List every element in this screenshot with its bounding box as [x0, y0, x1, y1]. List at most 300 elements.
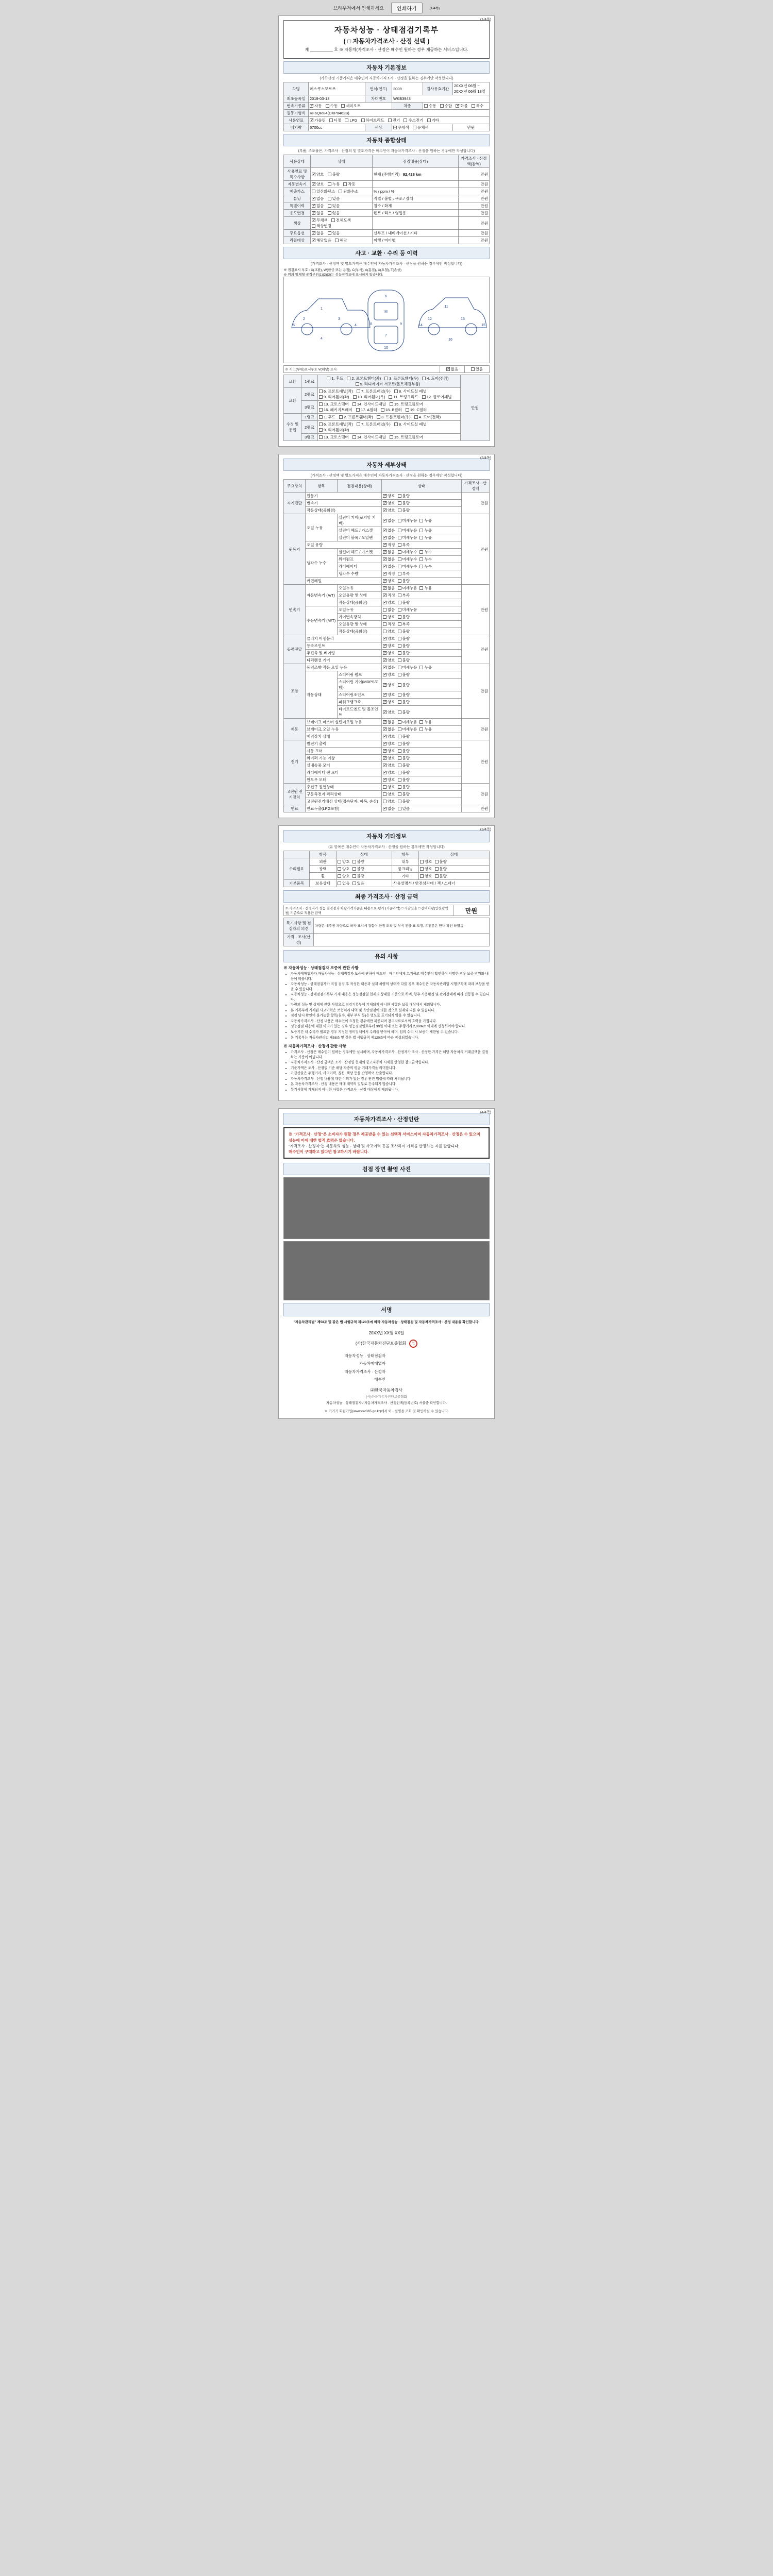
- detail-g2-amount: 만원: [462, 585, 490, 635]
- detail-g7-r1-item: 구동축전지 격리상태: [306, 791, 382, 798]
- detail-g6-r3-state[interactable]: ✓ 양호 불량: [382, 762, 462, 769]
- caution-group1-list: [291, 972, 490, 1040]
- detail-g1-r1-state[interactable]: ✓ 없음 미세누유 누유: [382, 527, 462, 534]
- page-3: [278, 825, 495, 1101]
- caution-g2-0: • 가격조사 · 산정은 매수인이 원하는 경우에만 실시하며, 자동차가격조사 · 산정자가 조사 · 산정한 가격은 해당 자동차의 거래금액을 결정하는 기준이 아닙니다.: [291, 1050, 490, 1060]
- detail-g2-r0-sub: 오일누유: [338, 585, 382, 592]
- etc-r2-item2: 기타: [392, 873, 419, 880]
- label-color: 색상: [365, 124, 392, 131]
- weld-rank3-items[interactable]: 13. 크로스멤버 14. 인사이드패널 15. 트렁크플로어: [318, 434, 461, 441]
- vehicle-diagram: [283, 277, 490, 363]
- detail-g2-r0-item: 자동변속기 (A/T): [306, 585, 338, 606]
- overall-row-2-state[interactable]: 일산화탄소 탄화수소: [311, 188, 373, 195]
- etc-r0-item1: 외판: [310, 858, 337, 866]
- overall-row-8-amount: 만원: [459, 237, 490, 244]
- sign-row-2-value[interactable]: [386, 1368, 490, 1376]
- detail-th-2: 점검내용(상태): [338, 480, 382, 493]
- overall-row-7-name: 주요옵션: [284, 230, 311, 237]
- label-year: 연식(연도): [365, 82, 392, 95]
- detail-state-table: [283, 479, 490, 812]
- accident-rank3: 3랭크: [301, 401, 318, 414]
- detail-g1-r6-state[interactable]: ✓ 없음 미세누수 누수: [382, 563, 462, 570]
- fuel-opt-etc[interactable]: 기타: [427, 117, 440, 123]
- detail-g6-r4-state[interactable]: ✓ 양호 불량: [382, 769, 462, 776]
- label-displacement: 배기량: [284, 124, 309, 131]
- detail-g0-r2-state[interactable]: ✓ 양호 불량: [382, 507, 462, 514]
- detail-g2-r6-state[interactable]: 양호 불량: [382, 628, 462, 635]
- value-car-name: 메스쿠스모르쓰: [309, 82, 365, 95]
- detail-g5-r0-item: 브레이크 마스터 실린더오일 누유: [306, 719, 382, 726]
- detail-g2-r3-state[interactable]: 없음 미세누유: [382, 606, 462, 614]
- detail-group-6: 전기: [284, 740, 306, 784]
- overall-row-2-amount: 만원: [459, 188, 490, 195]
- accident-rank2-items[interactable]: 6. 프론트패널(좌) 7. 프론트패널(우) 8. 사이드실 패널 9. 리어휀더(좌) 10. 리어휀더(우) 11. 트렁크리드 12. 플로어패널: [318, 388, 461, 401]
- caution-g1-2: • 자동차성능 · 상태점검기록부 기재 내용은 성능점검일 현재의 상태를 기준으로 하며, 향후 사용환경 및 관리상태에 따라 변동될 수 있습니다.: [291, 992, 490, 1002]
- etc-r1-item2: 룸크리닝: [392, 866, 419, 873]
- etc-r2-opts1[interactable]: 양호 불량: [337, 873, 392, 880]
- page-indicator: (1/4쪽): [429, 6, 440, 10]
- color-opt-achromatic[interactable]: ✓ 무채색: [393, 125, 409, 130]
- caution-g2-3: • 가감산율은 주행거리, 사고이력, 옵션, 색상 등을 반영하여 산출합니다.: [291, 1071, 490, 1076]
- detail-g4-r5-sub: 타이로드엔드 및 볼조인트: [338, 706, 382, 719]
- svg-text:M: M: [384, 310, 388, 314]
- section-etc-note: (유 항목은 매수인이 자동차가격조사 · 산정을 원하는 경우에만 작성합니다): [328, 845, 445, 849]
- footer-note: ※ 가기기 회원가입(www.car365.go.kr)에서 이 · 설명을 조회 및 확인하실 수 있습니다.: [324, 1410, 449, 1414]
- section-photo-band: 검점 장면 촬영 사진: [283, 1163, 490, 1175]
- section-basic-note: (가족산정 기준가격은 매수인이 자동차가격조사 · 산정을 원하는 경우에만 작성합니다): [320, 77, 453, 80]
- overall-row-6-state[interactable]: ✓무채색 전체도색 색상변경: [311, 217, 373, 230]
- overall-row-5-amount: 만원: [459, 210, 490, 217]
- overall-row-5-name: 용도변경: [284, 210, 311, 217]
- sign-row-1-label: 자동차매매업자: [359, 1361, 385, 1366]
- caution-g2-4: • 자동차가격조사 · 산정 내용에 대한 이의가 있는 경우 관련 법령에 따라 처리됩니다.: [291, 1077, 490, 1082]
- overall-row-1-state[interactable]: ✓ 양호 누유 작동: [311, 181, 373, 188]
- overall-row-0-state[interactable]: ✓양호 불량: [311, 168, 373, 181]
- print-message: 브라우저에서 인쇄하세요: [333, 5, 384, 11]
- inspection-photo-2: [283, 1241, 490, 1300]
- detail-g1-r4-sub: 실린더 헤드 / 가스켓: [338, 549, 382, 556]
- detail-g2-r2-state[interactable]: ✓ 양호 불량: [382, 599, 462, 606]
- overall-row-4-detail: 침수 / 화재: [373, 202, 459, 210]
- detail-th-4: 가격조사 · 산정액: [462, 480, 490, 493]
- overall-row-7-state[interactable]: ✓ 없음 있음: [311, 230, 373, 237]
- caution-group1-title: ※ 자동차성능 · 상태점검자 보증에 관한 사항: [283, 965, 359, 970]
- detail-g2-r5-state[interactable]: 적정 부족: [382, 621, 462, 628]
- overall-row-6-detail: [373, 217, 459, 230]
- detail-g0-r1-state[interactable]: ✓ 양호 불량: [382, 500, 462, 507]
- sign-row-0-label: 자동차성능 · 상태점검자: [344, 1353, 385, 1358]
- overall-row-8-name: 리콜대상: [284, 237, 311, 244]
- detail-g2-r3-item: 수동변속기 (M/T): [306, 606, 338, 635]
- etc-r3-item2: 사용설명서 / 안전삼각대 / 잭 / 스패너: [392, 880, 490, 887]
- detail-g1-r8-item: 커먼레일: [306, 578, 382, 585]
- etc-th-blank: [284, 851, 310, 858]
- special-text: 차량은 매주공 차량으로 하자 표시에 결함이 한점 도착 및 부식 진출 표 도장, 유전분은 안내 확인 하였음: [314, 918, 490, 934]
- overall-th-0: 사용상태: [284, 155, 311, 168]
- detail-g3-r0-item: 클러치 어셈블리: [306, 635, 382, 642]
- detail-g4-amount: 만원: [462, 664, 490, 719]
- detail-g5-amount: 만원: [462, 719, 490, 740]
- etc-th-2: 항목: [392, 851, 419, 858]
- accident-weld-label: 수정 및 용접: [284, 414, 301, 441]
- label-vehicle-type: 차종: [392, 103, 423, 110]
- detail-group-7: 고전원 전기장치: [284, 784, 306, 805]
- detail-g2-r1-state[interactable]: ✓ 적정 부족: [382, 592, 462, 599]
- overall-row-6-name: 색상: [284, 217, 311, 230]
- appraiser-notice-line3: 매수인이 구매하고 있다면 참고하시기 바랍니다.: [289, 1149, 369, 1155]
- page-1: [278, 15, 495, 447]
- trans-opt-auto[interactable]: ✓ 자동: [310, 103, 322, 109]
- value-registration: 2019-03-13: [309, 95, 365, 103]
- detail-g8-r0-state[interactable]: ✓ 없음 있음: [382, 805, 462, 812]
- section-sign-band: 서명: [283, 1303, 490, 1316]
- detail-g4-r4-sub: 파워크랭크축: [338, 699, 382, 706]
- svg-text:3: 3: [338, 317, 340, 321]
- section-appraiser-band: 자동차가격조사 · 산정인란: [283, 1113, 490, 1125]
- print-button[interactable]: 인쇄하기: [391, 3, 423, 13]
- accident-exchange-label: 교환: [284, 388, 301, 414]
- detail-g6-r3-item: 실내송풍 모터: [306, 762, 382, 769]
- detail-g4-r1-item: 작동상태: [306, 671, 338, 719]
- overall-row-4-amount: 만원: [459, 202, 490, 210]
- detail-g3-r2-state[interactable]: ✓ 양호 불량: [382, 650, 462, 657]
- detail-g7-r0-state[interactable]: 양호 불량: [382, 784, 462, 791]
- section-accident-note: (가격조사 · 산정액 및 별도가격은 매수인이 자동차가격조사 · 산정을 원하는 경우에만 작성합니다): [310, 262, 463, 266]
- document-title-box: [283, 20, 490, 59]
- overall-row-2-name: 배출가스: [284, 188, 311, 195]
- detail-g2-r0-state[interactable]: ✓ 없음 미세누유 누유: [382, 585, 462, 592]
- final-amount-value: 만원: [453, 905, 490, 916]
- caution-g1-3: • 차량의 성능 및 상태에 관한 사항으로 점검기록부에 기재되지 아니한 사항은 보증 대상에서 제외됩니다.: [291, 1003, 490, 1008]
- transmission-options[interactable]: [309, 103, 392, 110]
- detail-g7-r1-state[interactable]: 양호 불량: [382, 791, 462, 798]
- print-toolbar: [0, 0, 773, 15]
- detail-g6-r2-state[interactable]: ✓ 양호 불량: [382, 755, 462, 762]
- detail-g4-r2-state[interactable]: ✓양호 불량: [382, 679, 462, 691]
- svg-text:12: 12: [428, 317, 432, 321]
- overall-row-4-name: 특별이력: [284, 202, 311, 210]
- fuel-opt-hybrid[interactable]: 하이브리드: [361, 117, 384, 123]
- etc-th-0: 항목: [310, 851, 337, 858]
- detail-g4-r0-state[interactable]: ✓ 없음 미세누유 누유: [382, 664, 462, 671]
- final-row-label: 가격 · 조사(산정): [284, 934, 314, 946]
- detail-th-1: 항목: [306, 480, 338, 493]
- caution-group2-list: [291, 1050, 490, 1092]
- detail-g2-r6-sub: 작동상태(공회전): [338, 628, 382, 635]
- svg-text:5: 5: [293, 324, 295, 327]
- caution-g1-7: • 성능점검 내용에 대한 이의가 있는 경우 성능점검일로부터 30일 이내 또는 주행거리 2,000km 이내에 신청하여야 합니다.: [291, 1024, 490, 1029]
- detail-g2-r1-sub: 오일유량 및 상태: [338, 592, 382, 599]
- fuel-opt-diesel[interactable]: 디젤: [329, 117, 342, 123]
- etc-r3-item1: 보유상태: [310, 880, 337, 887]
- detail-g1-r7-sub: 냉각수 수량: [338, 570, 382, 578]
- section-final-band: 최종 가격조사 · 산정 금액: [283, 890, 490, 903]
- seal-stamp-icon: 인: [409, 1340, 417, 1348]
- detail-g5-r0-state[interactable]: ✓ 없음 미세누유 누유: [382, 719, 462, 726]
- color-options[interactable]: [392, 124, 453, 131]
- page-1-number: (1/4쪽): [480, 18, 491, 22]
- sign-org-sub: (사)한국자동차진단보증협회: [366, 1395, 407, 1399]
- etc-r0-opts2[interactable]: 양호 불량: [419, 858, 490, 866]
- label-registration: 최초등록일: [284, 95, 309, 103]
- detail-g2-r2-sub: 작동상태(공회전): [338, 599, 382, 606]
- detail-group-0: 자기진단: [284, 493, 306, 514]
- detail-g0-amount: 만원: [462, 493, 490, 514]
- sign-company: [283, 1340, 490, 1348]
- detail-g1-r0-sub: 실린더 커버(로커암 커버): [338, 514, 382, 527]
- detail-g2-r4-state[interactable]: 양호 불량: [382, 614, 462, 621]
- page-2-number: (2/4쪽): [480, 456, 491, 460]
- overall-row-8-state[interactable]: ✓ 해당없음 해당: [311, 237, 373, 244]
- detail-g6-r1-state[interactable]: ✓ 양호 불량: [382, 748, 462, 755]
- fuel-opt-lpg[interactable]: LPG: [345, 118, 357, 123]
- detail-g1-r2-sub: 실린더 블록 / 오일팬: [338, 534, 382, 541]
- value-inspection: 20XX년 06월 ~ 20XX년 06월 13일: [453, 82, 490, 95]
- weld-rank3: 3랭크: [301, 434, 318, 441]
- svg-text:10: 10: [384, 346, 388, 350]
- weld-rank2-items[interactable]: 6. 프론트패널(좌) 7. 프론트패널(우) 8. 사이드실 패널 9. 리어휀더(좌): [318, 421, 461, 434]
- detail-g1-r2-state[interactable]: ✓ 없음 미세누유 누유: [382, 534, 462, 541]
- trans-opt-semi[interactable]: 세미오토: [341, 103, 361, 109]
- detail-th-3: 상태: [382, 480, 462, 493]
- caution-group2-title: ※ 자동차가격조사 · 산정에 관한 사항: [283, 1044, 346, 1049]
- signature-area: [283, 1319, 490, 1406]
- fuel-opt-electric[interactable]: 전기: [388, 117, 400, 123]
- detail-g2-r3-sub: 오일누유: [338, 606, 382, 614]
- detail-g5-r1-state[interactable]: ✓ 없음 미세누유 누유: [382, 726, 462, 733]
- sign-row-2-label: 자동차가격조사 · 산정자: [344, 1369, 385, 1374]
- overall-row-1-name: 자동변속기: [284, 181, 311, 188]
- label-inspection: 검사유효기간: [423, 82, 453, 95]
- accident-col-items: 1. 후드 2. 프론트휀더(좌) 3. 프론트휀더(우) 4. 도어(전좌) 5. 라디에이터 서포트(볼트체결부품): [318, 375, 461, 388]
- sign-row-1-value[interactable]: [386, 1360, 490, 1368]
- sign-row-0-value[interactable]: [386, 1352, 490, 1360]
- caution-g1-1: • 자동차성능 · 상태점검자가 직접 점검 후 작성한 내용과 실제 차량의 상태가 다를 경우 매수인은 자동차관리법 시행규칙에 따라 보상을 받을 수 있습니다.: [291, 982, 490, 992]
- svg-text:16: 16: [448, 338, 452, 342]
- section-accident-band: 사고 · 교환 · 수리 등 이력: [283, 247, 490, 259]
- overall-row-6-amount: 만원: [459, 217, 490, 230]
- detail-g4-r4-state[interactable]: ✓ 양호 불량: [382, 699, 462, 706]
- detail-g1-r6-sub: 라디에이터: [338, 563, 382, 570]
- type-opt-cargo[interactable]: ✓ 화물: [456, 103, 468, 109]
- final-desc: ※ 가격조사 · 산정자가 성능 점검결과 차량가격기준을 내용으로 평가 (기준가액) □ 가감산율 □ 잔여차량(인천광역청) 기준으로 적용한 금액: [284, 905, 453, 916]
- sign-addr: 자동차성능 · 상태점검자 / 자동차가격조사 · 산정인백(등록번호) 서울중 확인합니다.: [326, 1401, 447, 1405]
- detail-g6-r5-item: 윈도우 모터: [306, 776, 382, 784]
- caution-g1-9: • 본 기록부는 자동차관리법 제58조 및 같은 법 시행규칙 제120조에 따라 작성되었습니다.: [291, 1036, 490, 1041]
- svg-text:4: 4: [355, 324, 357, 327]
- etc-r2-opts2[interactable]: 양호 불량: [419, 873, 490, 880]
- accident-no[interactable]: 있음: [465, 366, 490, 373]
- label-transmission: 변속기종류: [284, 103, 309, 110]
- etc-th-1: 상태: [337, 851, 392, 858]
- caution-g1-5: • 점검 당시 확인이 불가능한 항목(침수, 내부 부식 등)은 별도로 표기되지 않을 수 있습니다.: [291, 1013, 490, 1019]
- etc-r1-opts2[interactable]: 양호 불량: [419, 866, 490, 873]
- detail-g4-r1-state[interactable]: ✓ 양호 불량: [382, 671, 462, 679]
- inspection-photo-1: [283, 1177, 490, 1239]
- detail-g2-r5-sub: 오일유량 및 상태: [338, 621, 382, 628]
- svg-text:13: 13: [461, 317, 465, 321]
- detail-g6-r0-state[interactable]: ✓ 양호 불량: [382, 740, 462, 748]
- type-opt-special[interactable]: 특수: [472, 103, 484, 109]
- detail-g1-r0-state[interactable]: ✓없음 미세누유 누유: [382, 514, 462, 527]
- detail-g0-r1-item: 변속기: [306, 500, 382, 507]
- section-detail-band: 자동차 세부상태: [283, 459, 490, 471]
- label-car-name: 차명: [284, 82, 309, 95]
- svg-text:2: 2: [303, 317, 305, 321]
- overall-row-0-name: 사용연료 및 특수사항: [284, 168, 311, 181]
- section-overall-band: 자동차 종합상태: [283, 134, 490, 146]
- detail-g1-r5-state[interactable]: ✓ 없음 미세누수 누수: [382, 556, 462, 563]
- fuel-opt-hydrogen[interactable]: 수소전기: [404, 117, 423, 123]
- overall-th-2: 점검내용(상태): [373, 155, 459, 168]
- special-label: 특기사항 및 점검자의 의견: [284, 918, 314, 934]
- sign-declaration: "자동차관리법" 제58조 및 같은 법 시행규칙 제120조에 따라 자동차성능 · 상태점검 및 자동차가격조사 · 산정 내용을 확인합니다.: [293, 1320, 480, 1325]
- svg-text:8: 8: [370, 323, 372, 326]
- doc-title-line1: 자동차성능 · 상태점검기록부: [334, 26, 439, 35]
- vehicle-type-options[interactable]: [423, 103, 490, 110]
- accident-rank2: 2랭크: [301, 388, 318, 401]
- overall-row-3-name: 튜닝: [284, 195, 311, 202]
- caution-g1-4: • 본 기록부에 기재된 사고이력은 보험처리 내역 및 육안점검에 의한 것으로 실제와 다를 수 있습니다.: [291, 1008, 490, 1013]
- accident-yes[interactable]: ✓ 없음: [440, 366, 465, 373]
- page-3-number: (3/4쪽): [480, 828, 491, 832]
- svg-text:1: 1: [321, 307, 323, 311]
- detail-group-2: 변속기: [284, 585, 306, 635]
- detail-g1-r8-state[interactable]: ✓ 양호 불량: [382, 578, 462, 585]
- overall-row-4-state[interactable]: ✓ 없음 있음: [311, 202, 373, 210]
- section-detail-note: (가격조사 · 산정액 및 별도가격은 매수인이 자동차가격조사 · 산정을 원하는 경우에만 작성합니다): [310, 474, 463, 478]
- accident-amount: 만원: [461, 375, 490, 441]
- caution-g1-0: • 자동차매매업자가 자동차성능 · 상태점검자 보증에 관하여 매도인 · 매수인에게 고지하고 매수인이 확인하여 서명한 경우 보증 범위와 내용에 따릅니다.: [291, 972, 490, 981]
- final-amount-table: [283, 905, 490, 916]
- value-vin: WKB3943: [392, 95, 490, 103]
- overall-th-3: 가격조사 · 산정액(감액): [459, 155, 490, 168]
- detail-g1-r3-state[interactable]: ✓ 적정 부족: [382, 541, 462, 549]
- detail-group-4: 조향: [284, 664, 306, 719]
- etc-r1-item1: 광택: [310, 866, 337, 873]
- overall-row-5-state[interactable]: ✓ 없음 있음: [311, 210, 373, 217]
- section-etc-band: 자동차 기타정보: [283, 830, 490, 842]
- color-opt-chromatic[interactable]: 유채색: [413, 125, 429, 130]
- etc-row-basic-label: 기본품목: [284, 880, 310, 887]
- etc-r3-opts1[interactable]: 없음 있음: [337, 880, 392, 887]
- caution-g2-1: • 자동차가격조사 · 산정 금액은 조사 · 산정일 현재의 중고자동차 시세를 반영한 참고금액입니다.: [291, 1060, 490, 1065]
- detail-g6-r2-item: 와이퍼 기능 이상: [306, 755, 382, 762]
- caution-g2-2: • 기준가액은 조사 · 산정일 기준 해당 차종의 평균 거래가격을 의미합니다.: [291, 1066, 490, 1071]
- detail-g8-amount: 만원: [462, 805, 490, 812]
- detail-g0-r0-state[interactable]: ✓ 양호 불량: [382, 493, 462, 500]
- detail-g0-r0-item: 원동기: [306, 493, 382, 500]
- detail-g7-r2-state[interactable]: 양호 불량: [382, 798, 462, 805]
- type-opt-passenger[interactable]: 승용: [424, 103, 436, 109]
- section-overall-note: (부품, 주조율은, 가격조사 · 산정의 및 별도가격은 매수인이 자동차가격조사 · 산정을 원하는 경우에만 작성합니다): [298, 149, 475, 153]
- detail-g3-r3-state[interactable]: ✓ 양호 불량: [382, 657, 462, 664]
- detail-g3-amount: 만원: [462, 635, 490, 664]
- accident-parts-table: [283, 375, 490, 441]
- overall-row-1-amount: 만원: [459, 181, 490, 188]
- etc-r0-opts1[interactable]: 양호 불량: [337, 858, 392, 866]
- etc-row-repair-label: 수리필요: [284, 858, 310, 880]
- weld-rank1-items[interactable]: 1. 후드 2. 프론트휀더(좌) 3. 프론트휀더(우) 4. 도어(전좌): [318, 414, 461, 421]
- svg-text:6: 6: [385, 295, 387, 298]
- overall-row-2-detail: % / ppm / %: [373, 188, 459, 195]
- overall-row-5-detail: 렌트 / 리스 / 영업용: [373, 210, 459, 217]
- page-4: [278, 1108, 495, 1419]
- accident-col-label: 교환: [284, 375, 301, 388]
- detail-g3-r3-item: 디퍼렌셜 기어: [306, 657, 382, 664]
- accident-rank3-items[interactable]: 13. 크로스멤버 14. 인사이드패널 15. 트렁크플로어 16. 패키지트레이 17. A필러 18. B필러 19. C필러: [318, 401, 461, 414]
- detail-group-1: 원동기: [284, 514, 306, 585]
- caution-g1-6: • 자동차가격조사 · 산정 내용은 매수인이 요청한 경우에만 제공되며 참고자료로서의 효력을 가집니다.: [291, 1019, 490, 1024]
- fuel-options[interactable]: [309, 117, 490, 124]
- detail-group-8: 연료: [284, 805, 306, 812]
- detail-g1-r3-item: 오일 유량: [306, 541, 382, 549]
- overall-th-1: 상태: [311, 155, 373, 168]
- detail-g1-r0-item: 오일 누유: [306, 514, 338, 541]
- detail-g1-r4-item: 냉각수 누수: [306, 549, 338, 578]
- detail-g5-r2-state[interactable]: ✓ 양호 불량: [382, 733, 462, 740]
- detail-g1-amount: 만원: [462, 514, 490, 585]
- detail-g1-r7-state[interactable]: ✓ 적정 부족: [382, 570, 462, 578]
- detail-g3-r2-item: 추진축 및 베어링: [306, 650, 382, 657]
- overall-row-1-detail: [373, 181, 459, 188]
- label-vin: 차대번호: [365, 95, 392, 103]
- fuel-opt-gasoline[interactable]: ✓ 가솔린: [310, 117, 326, 123]
- svg-text:4: 4: [321, 337, 323, 341]
- sign-row-3-value[interactable]: [386, 1376, 490, 1384]
- detail-g4-r2-sub: 스티어링 기어(MDPS포함): [338, 679, 382, 691]
- detail-g7-amount: 만원: [462, 784, 490, 805]
- detail-g6-r5-state[interactable]: ✓ 양호 불량: [382, 776, 462, 784]
- detail-g4-r3-state[interactable]: ✓ 양호 불량: [382, 691, 462, 699]
- basic-info-table: [283, 82, 490, 131]
- detail-g6-amount: 만원: [462, 740, 490, 784]
- type-opt-van[interactable]: 승합: [440, 103, 452, 109]
- value-year: 2009: [392, 82, 423, 95]
- overall-row-7-detail: 선루프 / 내비게이션 / 기타: [373, 230, 459, 237]
- detail-g1-r4-state[interactable]: ✓ 없음 미세누수 누수: [382, 549, 462, 556]
- caution-g2-6: • 특기사항에 기재되지 아니한 사항은 가격조사 · 산정 대상에서 제외됩니다.: [291, 1088, 490, 1093]
- overall-row-3-state[interactable]: ✓ 없음 있음: [311, 195, 373, 202]
- detail-g1-r1-sub: 실린더 헤드 / 가스켓: [338, 527, 382, 534]
- etc-r0-item2: 내부: [392, 858, 419, 866]
- detail-g8-r0-item: 연료누출(LPG포함): [306, 805, 382, 812]
- weld-rank1: 1랭크: [301, 414, 318, 421]
- detail-g0-r2-item: 작동상태(공회전): [306, 507, 382, 514]
- overall-row-0-amount: 만원: [459, 168, 490, 181]
- value-standard-price: 만원: [453, 124, 490, 131]
- page-2: [278, 454, 495, 818]
- signature-table: [283, 1352, 490, 1384]
- etc-r1-opts1[interactable]: 양호 불량: [337, 866, 392, 873]
- svg-text:11: 11: [444, 305, 448, 309]
- detail-g4-r5-state[interactable]: ✓양호 불량: [382, 706, 462, 719]
- detail-g3-r1-item: 등속조인트: [306, 642, 382, 650]
- detail-g3-r1-state[interactable]: ✓ 양호 불량: [382, 642, 462, 650]
- appraiser-notice-line1: ※ "가격조사 · 산정"은 소비자가 원할 경우 제공받을 수 있는 선택적 서비스이며 자동차가격조사 · 산정은 수 있으며 성능에 이에 대한 법적 효력은 없습니다.: [289, 1132, 480, 1143]
- detail-g1-r5-sub: 워터펌프: [338, 556, 382, 563]
- vehicle-diagram-svg: [285, 279, 489, 361]
- diagram-legend: ※ 점검표시 부호 : X(교환), W(판금 또는 용접), C(부식), A(흠집), U(요철), T(손상): [283, 268, 402, 272]
- trans-opt-manual[interactable]: 수동: [326, 103, 338, 109]
- svg-text:14: 14: [418, 324, 423, 327]
- detail-g5-r1-item: 브레이크 오일 누유: [306, 726, 382, 733]
- detail-g3-r0-state[interactable]: ✓ 양호 불량: [382, 635, 462, 642]
- label-engine: 원동기형식: [284, 110, 309, 117]
- etc-th-3: 상태: [419, 851, 490, 858]
- value-engine: KF6QRH4(DXP0462B): [309, 110, 490, 117]
- detail-group-3: 동력전달: [284, 635, 306, 664]
